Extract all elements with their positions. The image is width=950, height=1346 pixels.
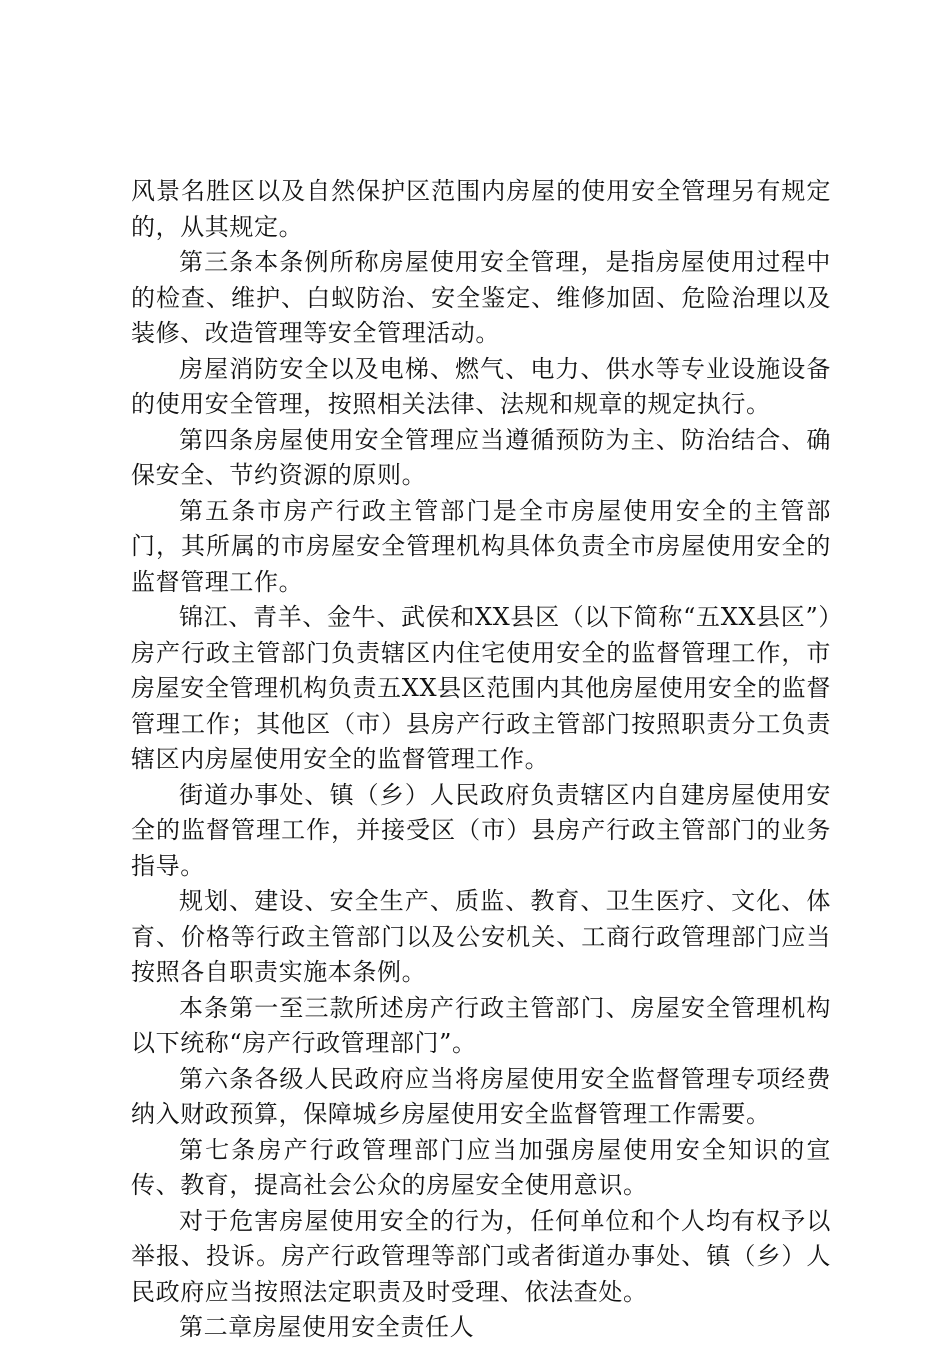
paragraph-fire-safety: 房屋消防安全以及电梯、燃气、电力、供水等专业设施设备的使用安全管理，按照相关法律、法规和规章的规定执行。: [131, 354, 831, 418]
paragraph-article-4: 第四条房屋使用安全管理应当遵循预防为主、防治结合、确保安全、节约资源的原则。: [131, 425, 831, 489]
chapter-heading: 第二章房屋使用安全责任人: [179, 1313, 475, 1341]
document-body: [131, 174, 831, 1346]
paragraph-continued: 风景名胜区以及自然保护区范围内房屋的使用安全管理另有规定的，从其规定。: [131, 177, 831, 241]
paragraph-street-offices: 街道办事处、镇（乡）人民政府负责辖区内自建房屋使用安全的监督管理工作，并接受区（市）县房产行政主管部门的业务指导。: [131, 780, 831, 880]
paragraph-article-3: 第三条本条例所称房屋使用安全管理，是指房屋使用过程中的检查、维护、白蚁防治、安全鉴定、维修加固、危险治理以及装修、改造管理等安全管理活动。: [131, 248, 831, 347]
paragraph-districts: 锦江、青羊、金牛、武侯和XX县区（以下简称“五XX县区”）房产行政主管部门负责辖区内住宅使用安全的监督管理工作，市房屋安全管理机构负责五XX县区范围内其他房屋使用安全的监督管理工作；其他区（市）县房产行政主管部门按照职责分工负责辖区内房屋使用安全的监督管理工作。: [131, 603, 831, 773]
paragraph-other-departments: 规划、建设、安全生产、质监、教育、卫生医疗、文化、体育、价格等行政主管部门以及公安机关、工商行政管理部门应当按照各自职责实施本条例。: [131, 887, 831, 986]
paragraph-article-6: 第六条各级人民政府应当将房屋使用安全监督管理专项经费纳入财政预算，保障城乡房屋使用安全监督管理工作需要。: [131, 1064, 831, 1128]
paragraph-article-7: 第七条房产行政管理部门应当加强房屋使用安全知识的宣传、教育，提高社会公众的房屋安全使用意识。: [131, 1135, 831, 1199]
paragraph-definition: 本条第一至三款所述房产行政主管部门、房屋安全管理机构以下统称“房产行政管理部门”。: [131, 993, 831, 1057]
paragraph-reporting: 对于危害房屋使用安全的行为，任何单位和个人均有权予以举报、投诉。房产行政管理等部门或者街道办事处、镇（乡）人民政府应当按照法定职责及时受理、依法查处。: [131, 1206, 831, 1306]
paragraph-article-5: 第五条市房产行政主管部门是全市房屋使用安全的主管部门，其所属的市房屋安全管理机构具体负责全市房屋使用安全的监督管理工作。: [131, 496, 831, 596]
